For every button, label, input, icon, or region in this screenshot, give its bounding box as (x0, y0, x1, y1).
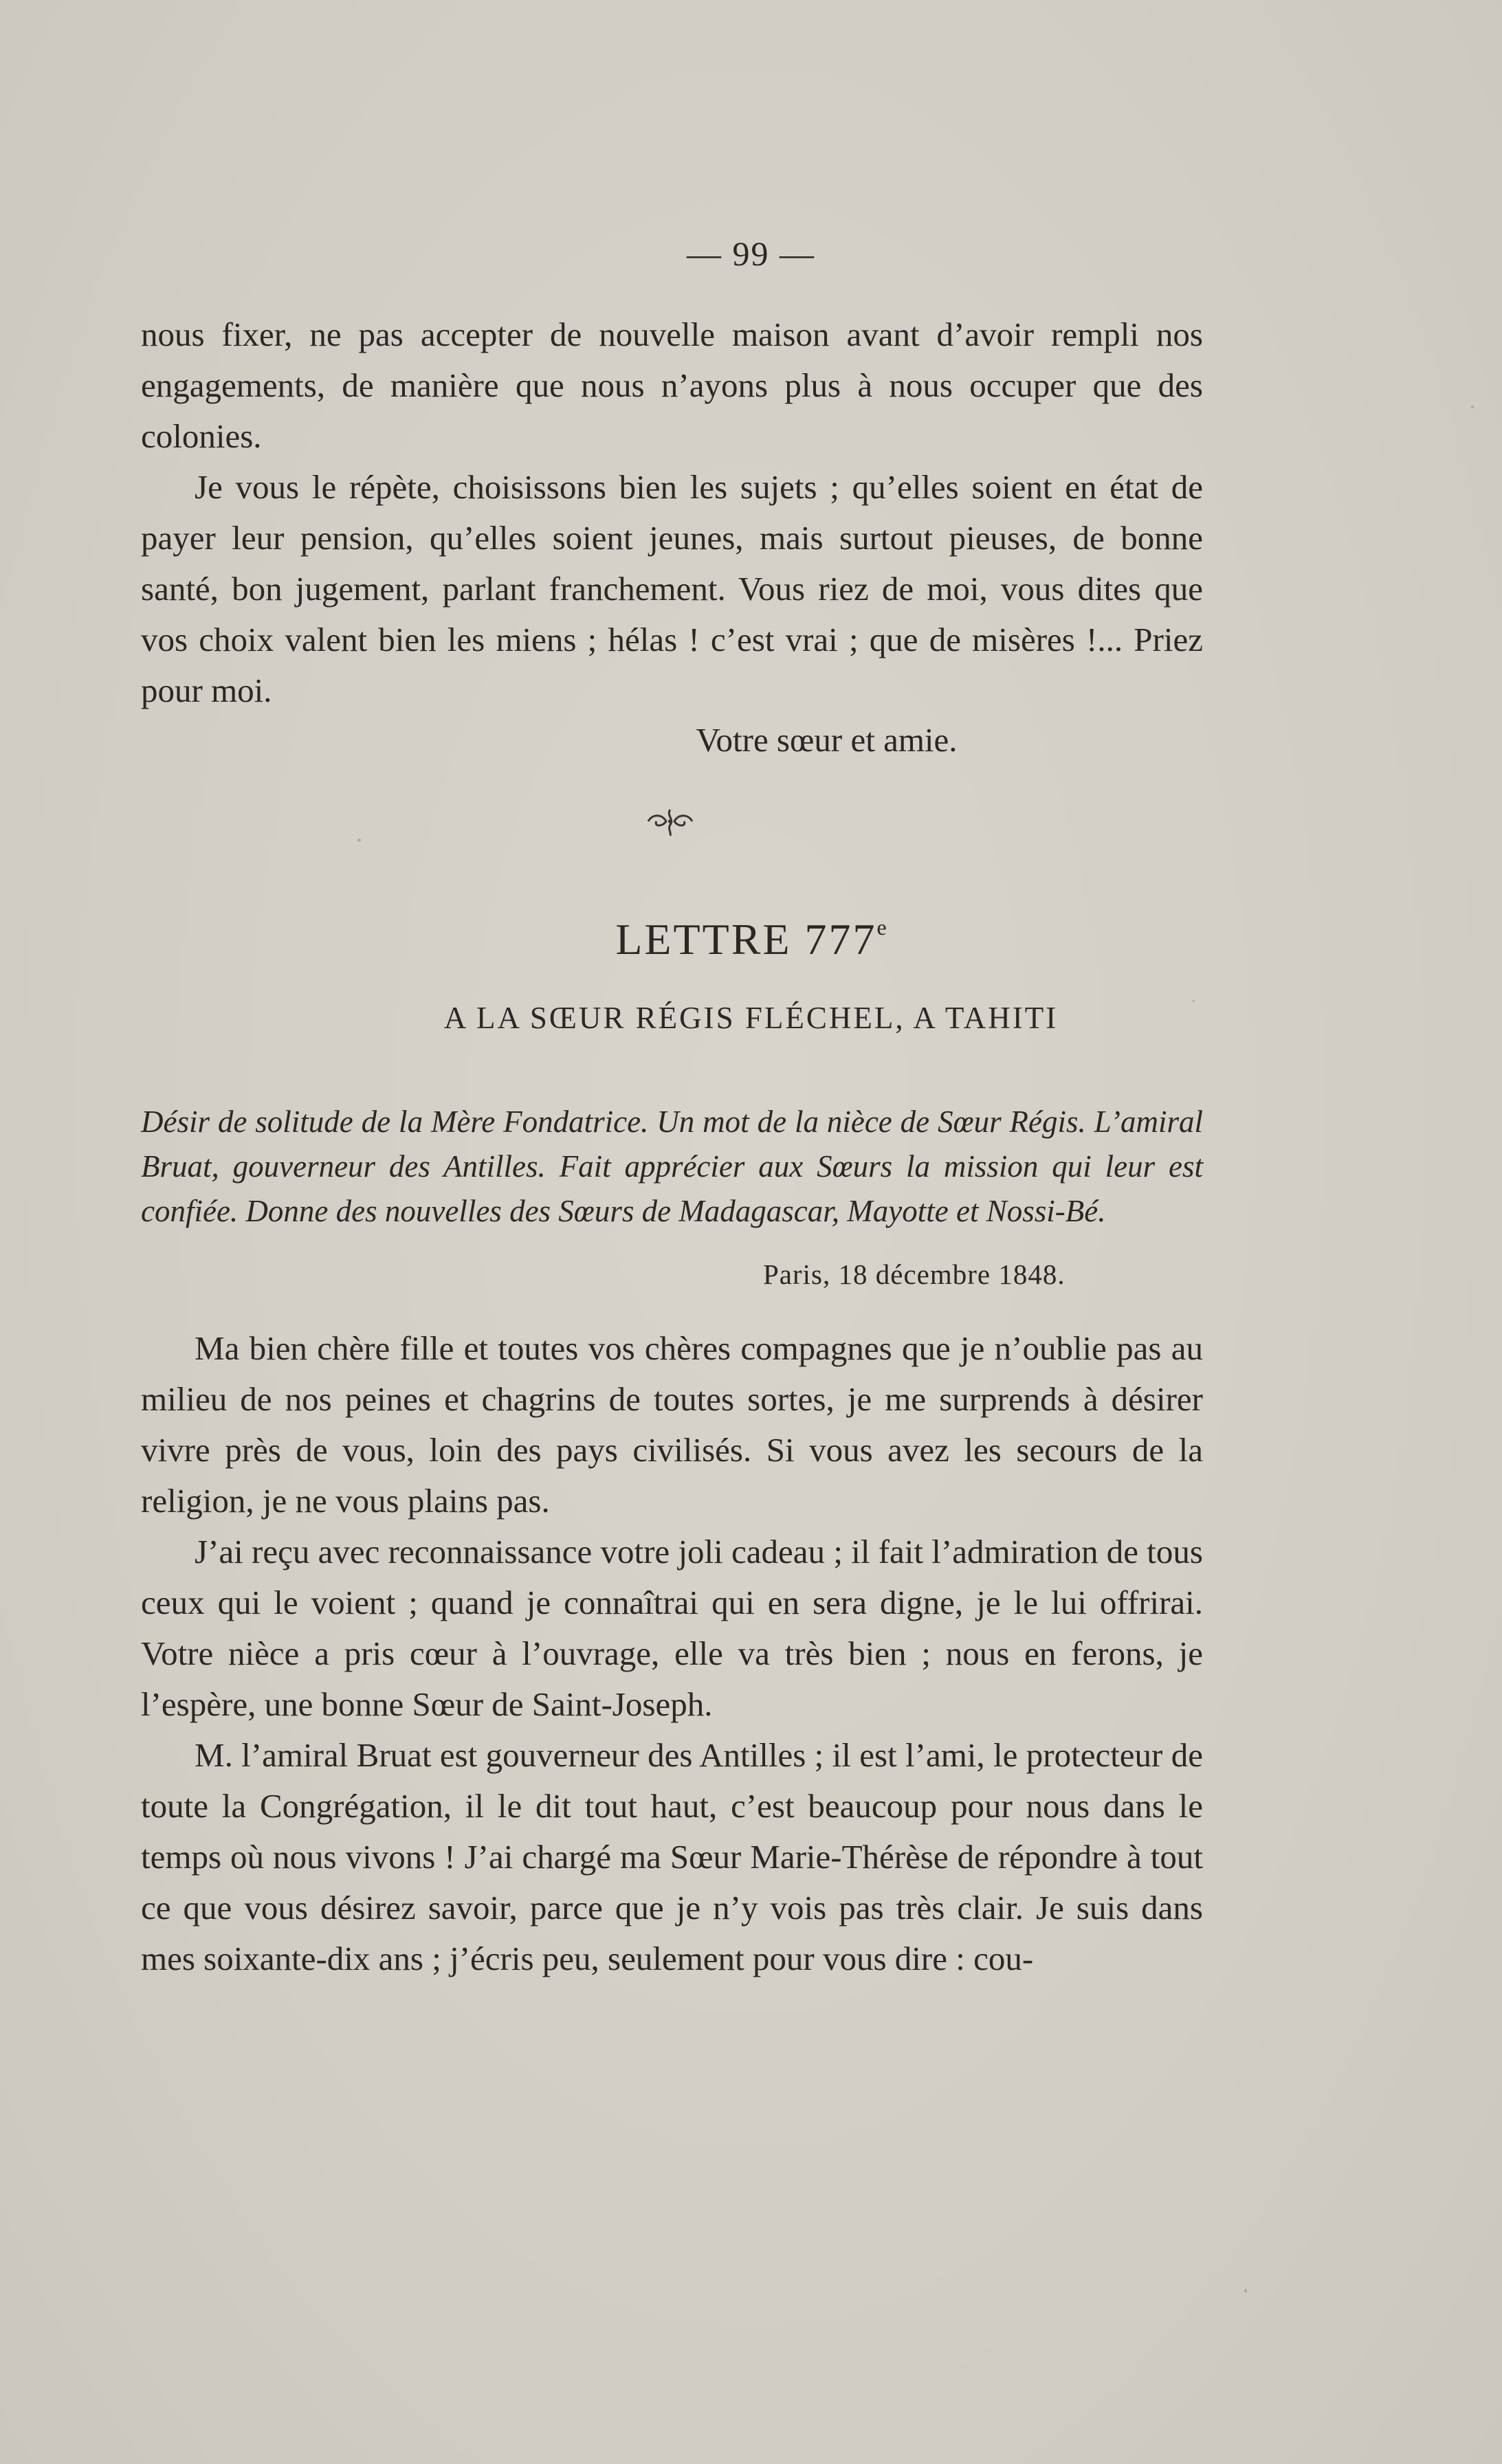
fleuron-icon (643, 804, 698, 839)
letter-paragraph-3: M. l’amiral Bruat est gouverneur des Antilles ; il est l’ami, le protecteur de toute la Congrégation, il le dit tout haut, c’est beaucoup pour nous dans le temps où nous vivons ! J’ai chargé ma Sœur Marie-Thérèse de répondre à tout ce que vous désirez savoir, parce que je n’y vois pas très clair. Je suis dans mes soixante-dix ans ; j’écris peu, seulement pour vous dire : cou- (141, 1736, 1203, 1977)
signature: Votre sœur et amie. (696, 721, 958, 759)
letter-summary: Désir de solitude de la Mère Fondatrice. Un mot de la nièce de Sœur Régis. L’amiral Bruat, gouverneur des Antilles. Fait apprécier aux Sœurs la mission qui leur est confiée. Donne des nouvelles des Sœurs de Madagascar, Mayotte et Nossi-Bé. (141, 1105, 1203, 1228)
opening-paragraph-2: Je vous le répète, choisissons bien les sujets ; qu’elles soient en état de payer leur pension, qu’elles soient jeunes, mais surtout pieuses, de bonne santé, bon jugement, parlant franchement. Vous riez de moi, vous dites que vos choix valent bien les miens ; hélas ! c’est vrai ; que de misères !... Priez pour moi. (141, 468, 1203, 709)
paper-speck (357, 839, 361, 842)
letter-title-superscript: e (876, 915, 887, 940)
letter-title-text: LETTRE 777 (615, 915, 877, 964)
page-number: — 99 — (687, 234, 815, 273)
paper-speck (1193, 1000, 1195, 1002)
paper-speck (1471, 406, 1474, 408)
opening-text (141, 309, 1203, 716)
letter-recipient: A LA SŒUR RÉGIS FLÉCHEL, A TAHITI (443, 1001, 1059, 1035)
paper-speck (1244, 2289, 1247, 2293)
letter-body (141, 1323, 1203, 1984)
letter-paragraph-2: J’ai reçu avec reconnaissance votre joli cadeau ; il fait l’admiration de tous ceux qui le voient ; quand je connaîtrai qui en sera digne, je le lui offrirai. Votre nièce a pris cœur à l’ouvrage, elle va très bien ; nous en ferons, je l’espère, une bonne Sœur de Saint-Joseph. (141, 1533, 1203, 1723)
letter-dateline: Paris, 18 décembre 1848. (763, 1258, 1065, 1290)
letter-title (0, 914, 1502, 965)
letter-paragraph-1: Ma bien chère fille et toutes vos chères compagnes que je n’oublie pas au milieu de nos peines et chagrins de toutes sortes, je me surprends à désirer vivre près de vous, loin des pays civilisés. Si vous avez les secours de la religion, je ne vous plains pas. (141, 1329, 1203, 1520)
opening-paragraph-1: nous fixer, ne pas accepter de nouvelle maison avant d’avoir rempli nos engagements, de manière que nous n’ayons plus à nous occuper que des colonies. (141, 315, 1203, 455)
